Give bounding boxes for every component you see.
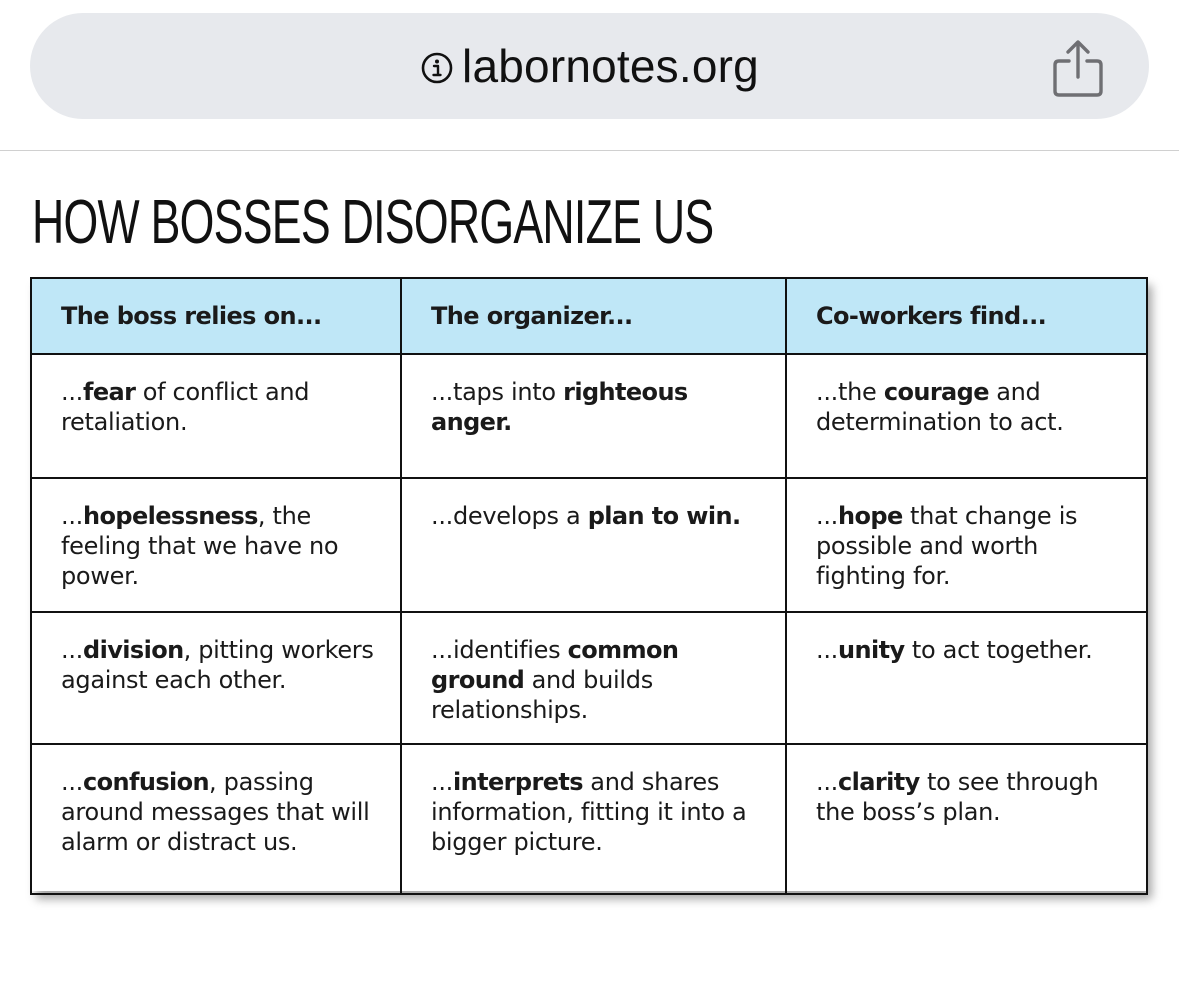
address-bar[interactable] [30, 13, 1149, 119]
toolbar-divider [0, 150, 1179, 151]
cell-text-bold: righteous anger. [431, 378, 688, 436]
url-text[interactable]: labornotes.org [462, 40, 759, 92]
table-header-row [31, 278, 1147, 354]
table-cell [786, 612, 1147, 744]
cell-text: ... [816, 636, 838, 664]
page-title: HOW BOSSES DISORGANIZE US [32, 188, 714, 257]
cell-text: ... [61, 378, 83, 406]
cell-text: , passing around messages that will alarm or distract us. [61, 768, 370, 856]
cell-text: to act together. [904, 636, 1093, 664]
cell-text-bold: unity [838, 636, 905, 664]
cell-text: , pitting workers against each other. [61, 636, 374, 694]
infographic-table [30, 277, 1146, 891]
cell-text: ... [816, 768, 838, 796]
table-cell [31, 612, 401, 744]
cell-text: of conflict and retaliation. [61, 378, 310, 436]
comparison-table [30, 277, 1148, 895]
table-cell [786, 478, 1147, 612]
cell-text: ... [816, 502, 838, 530]
cell-text: and shares information, fitting it into a bigger picture. [431, 768, 747, 856]
table-cell [401, 612, 786, 744]
cell-text-bold: clarity [838, 768, 920, 796]
cell-text: ... [61, 768, 83, 796]
cell-text: ...identifies [431, 636, 568, 664]
cell-text-bold: hopelessness [83, 502, 258, 530]
cell-text-bold: interprets [453, 768, 583, 796]
table-cell [786, 744, 1147, 894]
table-row [31, 612, 1147, 744]
cell-text: ... [61, 502, 83, 530]
cell-text: that change is possible and worth fighting for. [816, 502, 1078, 590]
cell-text: ... [61, 636, 83, 664]
table-cell [31, 478, 401, 612]
cell-text: to see through the boss’s plan. [816, 768, 1099, 826]
address-bar-content[interactable] [30, 13, 1149, 119]
table-cell [786, 354, 1147, 478]
cell-text-bold: common ground [431, 636, 679, 694]
cell-text: , the feeling that we have no power. [61, 502, 339, 590]
cell-text: ...the [816, 378, 884, 406]
cell-text-bold: division [83, 636, 184, 664]
table-row [31, 744, 1147, 894]
header-coworkers-find: Co-workers find... [786, 278, 1147, 354]
table-row [31, 478, 1147, 612]
cell-text-bold: plan to win. [587, 502, 741, 530]
cell-text: ...taps into [431, 378, 564, 406]
cell-text-bold: hope [838, 502, 903, 530]
table-cell [401, 744, 786, 894]
share-icon[interactable] [1051, 39, 1105, 99]
cell-text: and determination to act. [816, 378, 1064, 436]
cell-text: and builds relationships. [431, 666, 653, 724]
table-cell [31, 354, 401, 478]
cell-text-bold: courage [883, 378, 989, 406]
info-circle-icon[interactable] [420, 51, 454, 85]
table-row [31, 354, 1147, 478]
table-cell [31, 744, 401, 894]
table-cell [401, 354, 786, 478]
header-boss-relies-on: The boss relies on... [31, 278, 401, 354]
cell-text: ...develops a [431, 502, 588, 530]
cell-text-bold: confusion [83, 768, 210, 796]
cell-text-bold: fear [83, 378, 136, 406]
cell-text: ... [431, 768, 453, 796]
header-organizer: The organizer... [401, 278, 786, 354]
table-cell [401, 478, 786, 612]
